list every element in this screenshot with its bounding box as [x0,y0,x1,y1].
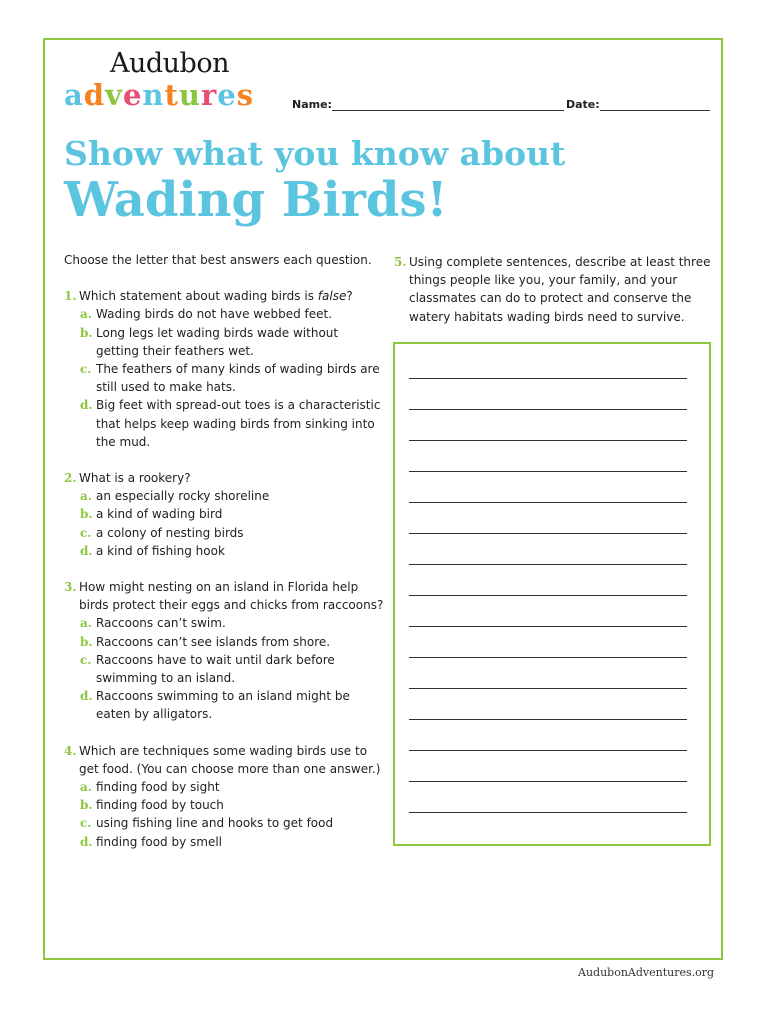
answer-line[interactable] [409,564,687,565]
option-b[interactable]: b. finding food by touch [80,798,224,813]
answer-line[interactable] [409,688,687,689]
answer-line[interactable] [409,440,687,441]
logo-letter: n [142,78,165,112]
option-c[interactable]: c. The feathers of many kinds of wading birds are still used to make hats. [80,362,380,395]
option-a[interactable]: a. finding food by sight [80,780,220,795]
option-a[interactable]: a. Wading birds do not have webbed feet. [80,307,333,322]
logo-letter: u [178,78,201,112]
answer-line[interactable] [409,750,687,751]
option-c[interactable]: c. Raccoons have to wait until dark before swimming to an island. [80,652,335,686]
name-field[interactable] [292,98,564,111]
answer-line[interactable] [409,502,687,503]
answer-line[interactable] [409,812,687,813]
question-3 [64,578,384,724]
answer-line[interactable] [409,781,687,782]
option-d[interactable]: d. a kind of fishing hook [80,543,225,558]
logo-letter: v [105,78,123,112]
answer-line[interactable] [409,471,687,472]
answer-line[interactable] [409,719,687,720]
question-stem: Which are techniques some wading birds use to get food. (You can choose more than one answer.) [79,743,381,776]
question-stem: Using complete sentences, describe at least three things people like you, your family, and your classmates can do to protect and conserve the watery habitats wading birds need to survive. [409,255,711,324]
question-4 [64,742,384,851]
logo-letter: a [64,78,84,112]
question-number: 4. [64,743,77,758]
logo-letter: s [236,78,255,112]
answer-line[interactable] [409,595,687,596]
answer-box[interactable] [393,342,711,846]
logo-letter: r [200,78,218,112]
question-number: 3. [64,580,77,595]
question-1 [64,287,384,451]
question-stem: How might nesting on an island in Florida help birds protect their eggs and chicks from raccoons? [79,580,384,613]
name-label: Name: [292,98,332,111]
name-blank-line[interactable] [332,98,564,111]
logo-letter: t [164,78,179,112]
logo-audubon-text: Audubon [110,48,229,79]
question-number: 1. [64,289,77,304]
answer-line[interactable] [409,409,687,410]
option-b[interactable]: b. a kind of wading bird [80,507,223,522]
option-d[interactable]: d. finding food by smell [80,834,223,849]
instructions: Choose the letter that best answers each question. [64,253,372,267]
title-line-2: Wading Birds! [64,172,448,228]
date-blank-line[interactable] [600,98,710,111]
option-c[interactable]: c. using fishing line and hooks to get food [80,816,334,831]
logo-letter: e [217,78,237,112]
option-b[interactable]: b. Raccoons can’t see islands from shore. [80,634,331,649]
option-b[interactable]: b. Long legs let wading birds wade without getting their feathers wet. [80,325,339,358]
question-number: 2. [64,471,77,486]
logo-letter: e [122,78,143,112]
questions-column [64,251,384,869]
option-a[interactable]: a. Raccoons can’t swim. [80,616,226,631]
title-line-1: Show what you know about [64,134,566,173]
option-c[interactable]: c. a colony of nesting birds [80,525,244,540]
answer-line[interactable] [409,626,687,627]
question-stem: What is a rookery? [79,471,191,486]
logo-adventures-text [64,78,254,112]
question-stem: Which statement about wading birds is false? [79,289,353,304]
option-d[interactable]: d. Raccoons swimming to an island might be eaten by alligators. [80,689,350,722]
option-d[interactable]: d. Big feet with spread-out toes is a characteristic that helps keep wading birds from sinking into the mud. [80,398,381,449]
question-2 [64,469,384,560]
date-label: Date: [566,98,600,111]
date-field[interactable] [566,98,710,111]
answer-line[interactable] [409,378,687,379]
option-a[interactable]: a. an especially rocky shoreline [80,489,270,504]
answer-line[interactable] [409,533,687,534]
answer-line[interactable] [409,657,687,658]
question-5 [394,253,714,326]
question-number: 5. [394,255,407,269]
footer-url: AudubonAdventures.org [578,966,715,979]
logo-letter: d [83,78,106,112]
